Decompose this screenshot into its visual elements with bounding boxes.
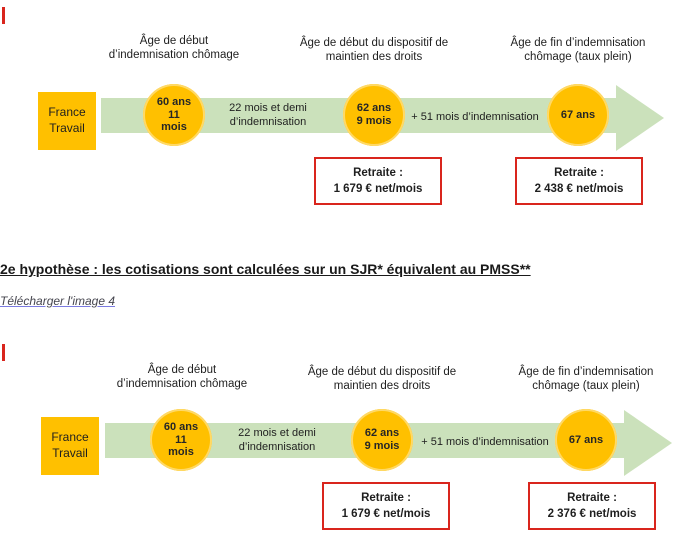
label-line: Âge de début xyxy=(147,364,217,376)
retraite-box-1679 xyxy=(322,482,450,530)
retraite-label: Retraite : xyxy=(567,491,617,504)
retraite-label: Retraite : xyxy=(361,491,411,504)
circle-line: 9 mois xyxy=(356,115,392,127)
circle-line: 11 xyxy=(168,108,180,121)
retraite-label: Retraite : xyxy=(554,166,604,179)
retraite-box-1679 xyxy=(314,157,442,205)
label-line: Âge de début xyxy=(139,35,209,47)
label-line: Âge de fin d’indemnisation xyxy=(518,366,654,378)
label-debut-indemnisation xyxy=(84,34,264,63)
circle-line: 60 ans xyxy=(156,95,192,108)
milestone-circle-60-ans xyxy=(150,409,212,471)
timeline-figure-1 xyxy=(0,5,680,217)
label-line: d’indemnisation chômage xyxy=(108,49,240,62)
circle-line: 67 ans xyxy=(568,433,604,446)
label-line: Âge de début du dispositif de xyxy=(307,366,457,378)
label-line: maintien des droits xyxy=(325,51,423,64)
circle-line: 9 mois xyxy=(364,440,400,452)
segment-51-mois: + 51 mois d’indemnisation xyxy=(411,111,539,123)
retraite-value: 1 679 € net/mois xyxy=(333,183,423,195)
label-line: Âge de fin d’indemnisation xyxy=(510,37,646,49)
timeline-figure-2 xyxy=(0,330,680,542)
segment-51-mois: + 51 mois d’indemnisation xyxy=(421,436,549,448)
segment-line: 22 mois et demi xyxy=(229,102,307,114)
retraite-value: 2 376 € net/mois xyxy=(547,508,637,520)
retraite-box-2376 xyxy=(528,482,656,530)
timeline-arrow-head-icon xyxy=(624,410,672,476)
hypothesis-heading: 2e hypothèse : les cotisations sont calculées sur un SJR* équivalent au PMSS** xyxy=(0,261,531,277)
timeline-arrow-head-icon xyxy=(616,85,664,151)
retraite-value: 1 679 € net/mois xyxy=(341,508,431,520)
circle-line: 60 ans xyxy=(163,420,199,433)
segment-line: d’indemnisation xyxy=(238,440,316,453)
milestone-circle-60-ans xyxy=(143,84,205,146)
france-travail-box xyxy=(41,417,99,475)
segment-line: d’indemnisation xyxy=(229,115,307,128)
label-fin-indemnisation xyxy=(481,365,680,394)
label-line: chômage (taux plein) xyxy=(524,51,632,64)
circle-line: 62 ans xyxy=(356,102,392,115)
retraite-box-2438 xyxy=(515,157,643,205)
label-dispositif-maintien xyxy=(264,36,484,65)
france-travail-box xyxy=(38,92,96,150)
label-line: Âge de début du dispositif de xyxy=(299,37,449,49)
circle-line: mois xyxy=(161,121,187,134)
retraite-label: Retraite : xyxy=(353,166,403,179)
label-fin-indemnisation xyxy=(473,36,680,65)
france-travail-label: France Travail xyxy=(48,105,86,135)
segment-22-mois xyxy=(205,102,331,130)
segment-22-mois xyxy=(214,427,340,455)
label-line: d’indemnisation chômage xyxy=(116,378,248,391)
circle-line: 62 ans xyxy=(364,427,400,440)
circle-line: 67 ans xyxy=(560,108,596,121)
retraite-value: 2 438 € net/mois xyxy=(534,183,624,195)
circle-line: 11 xyxy=(175,433,187,446)
segment-line: 22 mois et demi xyxy=(238,427,316,439)
circle-line: mois xyxy=(168,446,194,459)
france-travail-label: France Travail xyxy=(51,430,89,460)
label-dispositif-maintien xyxy=(272,365,492,394)
label-line: chômage (taux plein) xyxy=(532,380,640,393)
label-line: maintien des droits xyxy=(333,380,431,393)
label-debut-indemnisation xyxy=(92,363,272,392)
download-image-link[interactable]: Télécharger l'image 4 xyxy=(0,294,116,308)
